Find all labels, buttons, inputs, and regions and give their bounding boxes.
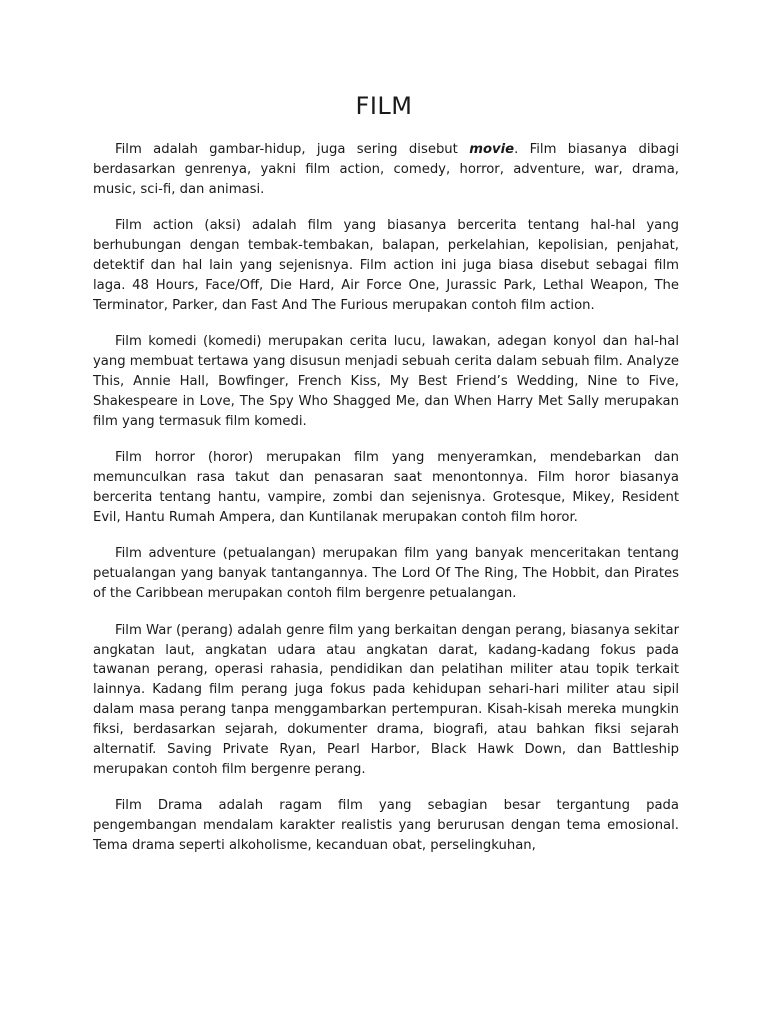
paragraph-war — [93, 621, 679, 780]
emphasis-movie: movie — [469, 142, 515, 157]
paragraph-intro-text-after: . Film biasanya dibagi berdasarkan genrenya, yakni film action, comedy, horror, adventure, war, drama, music, sci-fi, dan animasi. — [93, 142, 679, 197]
paragraph-comedy — [93, 332, 679, 432]
page-title: FILM — [355, 92, 413, 120]
paragraph-intro-text-before: Film adalah gambar-hidup, juga sering disebut — [115, 142, 470, 157]
paragraph-action-text: Film action (aksi) adalah film yang biasanya bercerita tentang hal-hal yang berhubungan dengan tembak-tembakan, balapan, perkelahian, kepolisian, penjahat, detektif dan hal lain yang sejenisnya. Film action ini juga biasa disebut sebagai film laga. 48 Hours, Face/Off, Die Hard, Air Force One, Jurassic Park, Lethal Weapon, The Terminator, Parker, dan Fast And The Furious merupakan contoh film action. — [93, 218, 679, 313]
paragraph-adventure — [93, 544, 679, 604]
paragraph-action — [93, 216, 679, 316]
paragraph-horror — [93, 448, 679, 528]
paragraph-intro — [93, 140, 679, 200]
paragraph-horror-text: Film horror (horor) merupakan film yang menyeramkan, mendebarkan dan memunculkan rasa takut dan penasaran saat menontonnya. Film horor biasanya bercerita tentang hantu, vampire, zombi dan sejenisnya. Grotesque, Mikey, Resident Evil, Hantu Rumah Ampera, dan Kuntilanak merupakan contoh film horor. — [93, 450, 679, 525]
paragraph-comedy-text: Film komedi (komedi) merupakan cerita lucu, lawakan, adegan konyol dan hal-hal yang membuat tertawa yang disusun menjadi sebuah cerita dalam sebuah film. Analyze This, Annie Hall, Bowfinger, French Kiss, My Best Friend’s Wedding, Nine to Five, Shakespeare in Love, The Spy Who Shagged Me, dan When Harry Met Sally merupakan film yang termasuk film komedi. — [93, 334, 679, 429]
paragraph-drama-text: Film Drama adalah ragam film yang sebagian besar tergantung pada pengembangan mendalam karakter realistis yang berurusan dengan tema emosional. Tema drama seperti alkoholisme, kecanduan obat, perselingkuhan, — [93, 798, 679, 854]
paragraph-drama — [93, 796, 679, 856]
document-body — [93, 140, 679, 873]
paragraph-adventure-text: Film adventure (petualangan) merupakan film yang banyak menceritakan tentang petualangan yang banyak tantangannya. The Lord Of The Ring, The Hobbit, dan Pirates of the Caribbean merupakan contoh film bergenre petualangan. — [93, 546, 679, 602]
paragraph-war-text: Film War (perang) adalah genre film yang berkaitan dengan perang, biasanya sekitar angkatan laut, angkatan udara atau angkatan darat, kadang-kadang fokus pada tawanan perang, operasi rahasia, pendidikan dan pelatihan militer atau topik terkait lainnya. Kadang film perang juga fokus pada kehidupan sehari-hari militer atau sipil dalam masa perang tanpa menggambarkan pertempuran. Kisah-kisah mereka mungkin fiksi, berdasarkan sejarah, dokumenter drama, biografi, atau bahkan fiksi sejarah alternatif. Saving Private Ryan, Pearl Harbor, Black Hawk Down, dan Battleship merupakan contoh film bergenre perang. — [93, 622, 679, 777]
